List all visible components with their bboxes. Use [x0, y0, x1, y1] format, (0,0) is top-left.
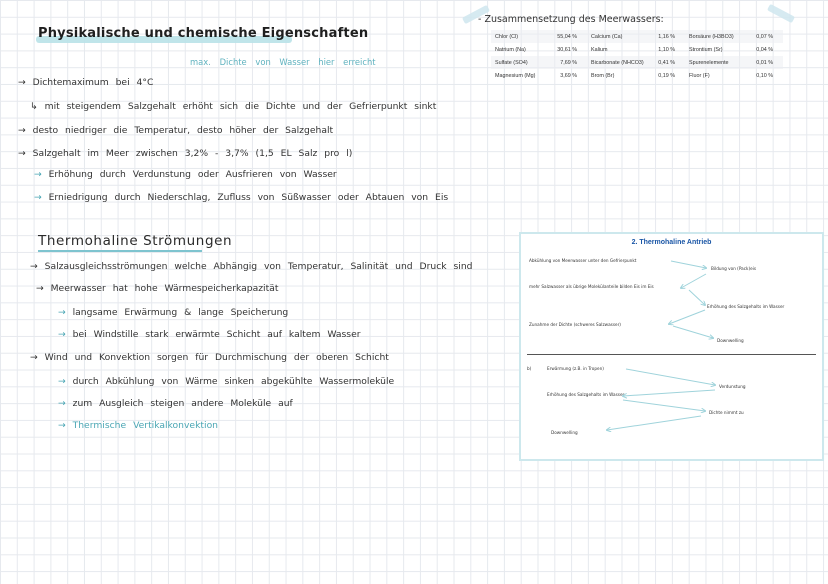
list-item: → Salzausgleichsströmungen welche Abhängig von Temperatur, Salinität und Druck sind [30, 261, 473, 272]
image-text: Downwelling [551, 430, 578, 435]
list-item: → durch Abkühlung von Wärme sinken abgekühlte Wassermoleküle [58, 376, 395, 387]
arrow-icon: → [34, 169, 42, 180]
table-row: Natrium (Na) 30,61 % Kalium 1,10 % Strontium (Sr) 0,04 % [495, 46, 773, 53]
list-item: → Salzgehalt im Meer zwischen 3,2% - 3,7% (1,5 EL Salz pro l) [18, 148, 353, 159]
diagram-arrows [521, 234, 822, 459]
image-text: mehr Salzwasser als übrige Molekülanteile bilden Eis im Eis [529, 284, 654, 289]
list-item: → Thermische Vertikalkonvektion [58, 420, 219, 431]
arrow-icon: → [58, 398, 66, 409]
composition-table [491, 30, 783, 82]
arrow-icon: → [18, 77, 26, 88]
image-text: Erhöhung des Salzgehalts im Wasser [707, 304, 785, 309]
image-text: Zunahme der Dichte (schweres Salzwasser) [529, 322, 621, 327]
table-row: Chlor (Cl) 55,04 % Calcium (Ca) 1,16 % Borsäure (H3BO3) 0,07 % [491, 30, 783, 43]
table-title: - Zusammensetzung des Meerwassers: [478, 14, 664, 25]
arrow-icon: → [58, 329, 66, 340]
list-item: ↳ mit steigendem Salzgehalt erhöht sich die Dichte und der Gefrierpunkt sinkt [30, 101, 437, 112]
image-text: Verdunstung [719, 384, 746, 389]
list-item: → langsame Erwärmung & lange Speicherung [58, 307, 289, 318]
arrow-icon: → [34, 192, 42, 203]
image-text: Erwärmung (z.B. in Tropen) [547, 366, 604, 371]
image-text: Downwelling [717, 338, 744, 343]
arrow-icon: → [36, 283, 44, 294]
arrow-icon: → [58, 420, 66, 431]
arrow-icon: → [58, 376, 66, 387]
image-text: b) [527, 366, 532, 371]
list-item: → Wind und Konvektion sorgen für Durchmischung der oberen Schicht [30, 352, 389, 363]
image-title: 2. Thermohaline Antrieb [631, 239, 712, 246]
return-arrow-icon: ↳ [30, 101, 38, 112]
list-item: → Erhöhung durch Verdunstung oder Ausfrieren von Wasser [34, 169, 337, 180]
image-text: Dichte nimmt zu [709, 410, 744, 415]
title-underline [38, 250, 202, 252]
section1-title: Physikalische und chemische Eigenschaften [38, 26, 369, 41]
list-item: → Erniedrigung durch Niederschlag, Zufluss von Süßwasser oder Abtauen von Eis [34, 192, 449, 203]
arrow-icon: → [18, 125, 26, 136]
section1-note: max. Dichte von Wasser hier erreicht [190, 57, 376, 67]
list-item: → desto niedriger die Temperatur, desto höher der Salzgehalt [18, 125, 334, 136]
section2-title: Thermohaline Strömungen [38, 233, 233, 249]
arrow-icon: → [18, 148, 26, 159]
arrow-icon: → [30, 261, 38, 272]
image-text: Bildung von (Pack)eis [711, 266, 756, 271]
image-text: Abkühlung von Meerwasser unter den Gefrierpunkt [529, 258, 637, 263]
thermohaline-image [519, 232, 824, 461]
table-row: Sulfate (SO4) 7,69 % Bicarbonate (NHCO3) 0,41 % Spurenelemente 0,01 % [491, 56, 783, 69]
list-item: → bei Windstille stark erwärmte Schicht auf kaltem Wasser [58, 329, 361, 340]
table-row: Magnesium (Mg) 3,69 % Brom (Br) 0,19 % Fluor (F) 0,10 % [495, 72, 773, 79]
list-item: → Dichtemaximum bei 4°C [18, 77, 154, 88]
image-text: Erhöhung des Salzgehalts im Wasser [547, 392, 625, 397]
list-item: → Meerwasser hat hohe Wärmespeicherkapazität [36, 283, 279, 294]
arrow-icon: → [58, 307, 66, 318]
tape-decoration [767, 4, 795, 23]
arrow-icon: → [30, 352, 38, 363]
list-item: → zum Ausgleich steigen andere Moleküle auf [58, 398, 293, 409]
